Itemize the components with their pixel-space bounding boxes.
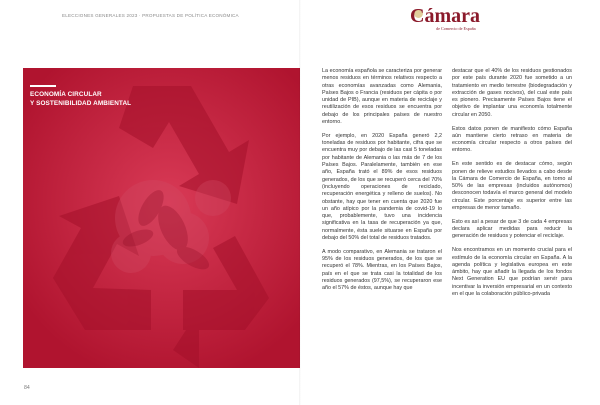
paragraph: Por ejemplo, en 2020 España generó 2,2 toneladas de residuos por habitante, cifra que se encuentra muy por debajo de las casi 5 toneladas por habitante de Alemania o las más de 7 de los Países Bajos. Paralelamente, también en ese año, España trató el 89% de esos residuos generados, de los que se recuperó cerca del 70% (incluyendo operaciones de reciclado, recuperación energética y relleno de suelos). No obstante, hay que tener en cuenta que 2020 fue un año atípico por la pandemia de covid-19 lo que, probablemente, tuvo una incidencia significativa en la tasa de recuperación ya que, normalmente, ésta suele situarse en España por debajo del 50% del total de residuos tratados. — [322, 132, 442, 242]
running-head: ELECCIONES GENERALES 2023 · PROPUESTAS DE POLÍTICA ECONÓMICA — [62, 13, 239, 18]
section-title-line2: Y SOSTENIBILIDAD AMBIENTAL — [30, 99, 132, 107]
paragraph: Esto es así a pesar de que 3 de cada 4 empresas declara aplicar medidas para reducir la generación de residuos y potenciar el reciclaje. — [452, 218, 572, 240]
recycle-icon — [23, 68, 315, 368]
paragraph: La economía española se caracteriza por generar menos residuos en términos relativos respecto a otras economías avanzadas como Alemania, Países Bajos o Francia (residuos per cápita o por unidad de PIB), aunque en materia de reciclaje y reutilización de esos residuos se encuentra por debajo de los principales países de nuestro entorno. — [322, 68, 442, 126]
text-column-2 — [448, 60, 580, 390]
page-number-left: 84 — [24, 385, 30, 391]
column-2-body — [452, 68, 572, 305]
section-rule — [30, 85, 56, 87]
hero-image — [23, 68, 315, 368]
paragraph: En este sentido es de destacar cómo, según ponen de relieve estudios llevados a cabo desde la Cámara de Comercio de España, en torno al 50% de las empresas (incluidos autónomos) desconocen todavía el marco general del modelo circular. Este porcentaje es superior entre las empresas de menor tamaño. — [452, 161, 572, 212]
paragraph: Nos encontramos en un momento crucial para el estímulo de la economía circular en España. A la agenda política y legislativa europea en este ámbito, hay que añadir la llegada de los fondos Next Generation EU que podrían servir para incentivar la inversión empresarial en un contexto en el que la colaboración público-privada — [452, 247, 572, 298]
paragraph: Estos datos ponen de manifiesto cómo España aún mantiene cierto retraso en materia de economía circular respecto a otros países del entorno. — [452, 125, 572, 154]
section-title — [30, 91, 131, 108]
logo-word: Cámara — [410, 5, 480, 27]
paragraph: destacar que el 40% de los residuos gestionados por este país durante 2020 fue sometido a un tratamiento en medio terrestre (biodegradación y extracción de gases nocivos), del cual este país es pionero. Precisamente Países Bajos tiene el objetivo de implantar una economía totalmente circular en 2050. — [452, 68, 572, 118]
column-1-body — [322, 68, 442, 299]
logo-subtitle: de Comercio de España — [436, 26, 476, 31]
spine-shadow — [299, 0, 301, 405]
text-column-1 — [318, 60, 444, 390]
camara-logo — [410, 5, 480, 33]
section-title-line1: ECONOMÍA CIRCULAR — [30, 91, 102, 98]
paragraph: A modo comparativo, en Alemania se trataron el 95% de los residuos generados, de los que se recuperó el 78%. Mientras, en los Países Bajos, país en el que se trata casi la totalidad de los residuos generados (97,5%), se recuperaron ese año el 57% de éstos, aunque hay que — [322, 248, 442, 292]
